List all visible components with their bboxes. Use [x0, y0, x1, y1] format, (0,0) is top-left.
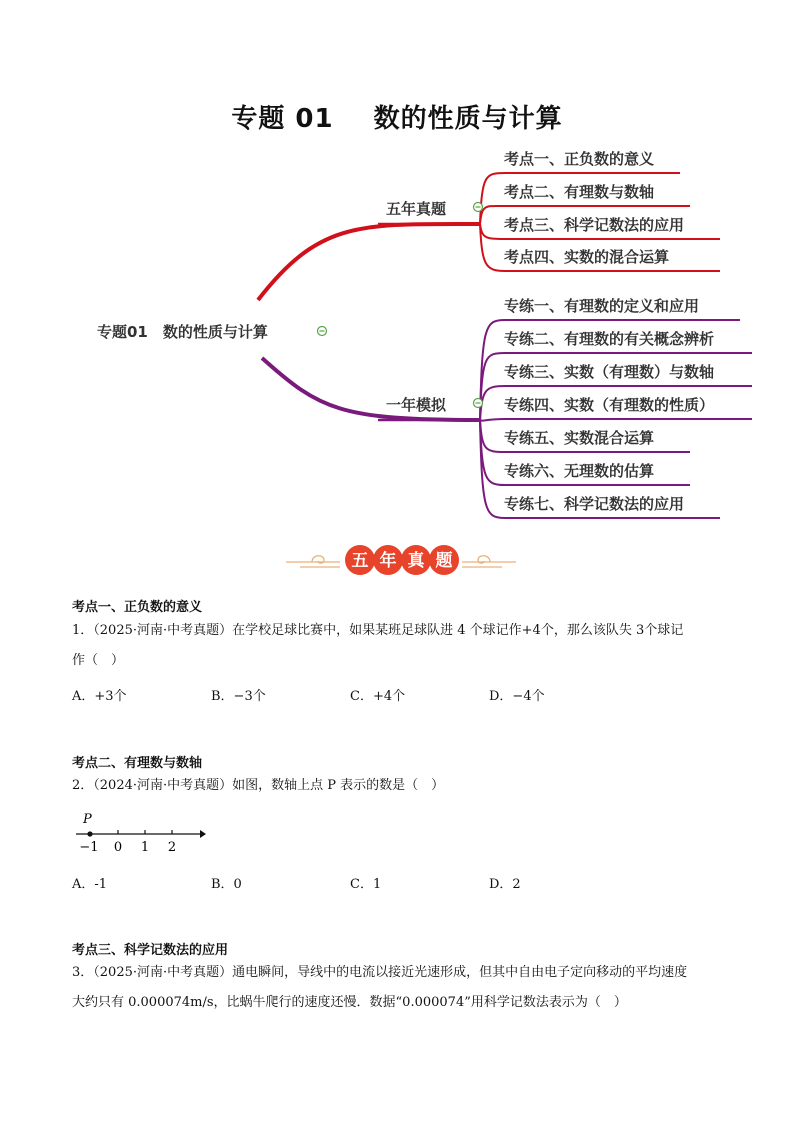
question-heading-2: 考点二、有理数与数轴	[72, 756, 203, 771]
number-line-point-p	[87, 831, 92, 836]
number-line-point-label: P	[83, 812, 92, 827]
question-3	[72, 958, 772, 1018]
option-b[interactable]: B．0	[211, 877, 242, 892]
question-2-options	[72, 873, 628, 892]
question-1-line-1: 1．（2025·河南·中考真题）在学校足球比赛中，如果某班足球队进 4 个球记作+4个，那么该队失 3个球记	[72, 623, 684, 638]
mind-leaf-6: 专练二、有理数的有关概念辨析	[504, 330, 715, 348]
mind-leaf-7: 专练三、实数（有理数）与数轴	[504, 363, 715, 381]
banner-char-1: 五	[351, 551, 369, 571]
mind-leaf-8: 专练四、实数（有理数的性质）	[504, 396, 715, 414]
question-3-line-1: 3．（2025·河南·中考真题）通电瞬间，导线中的电流以接近光速形成，但其中自由电子定向移动的平均速度	[72, 965, 688, 980]
question-1	[72, 616, 752, 676]
mind-map	[0, 140, 794, 525]
title-part2: 数的性质与计算	[373, 104, 563, 134]
minus-circle-icon[interactable]	[474, 399, 483, 408]
question-3-line-2: 大约只有 0.000074m/s，比蜗牛爬行的速度还慢．数据“0.000074”用科学记数法表示为（ ）	[72, 995, 627, 1010]
leaf-line-8	[480, 419, 752, 421]
minus-circle-icon[interactable]	[318, 327, 327, 336]
mind-leaf-9: 专练五、实数混合运算	[504, 429, 655, 447]
banner-decoration-right	[462, 556, 516, 567]
branch-label-wunian: 五年真题	[386, 200, 447, 218]
page-title	[0, 98, 794, 135]
option-b[interactable]: B．−3个	[211, 689, 266, 704]
option-c[interactable]: C．+4个	[350, 689, 406, 704]
minus-circle-icon[interactable]	[474, 203, 483, 212]
number-line-label-1: 1	[140, 840, 150, 855]
question-heading-3: 考点三、科学记数法的应用	[72, 943, 229, 958]
mind-leaf-1: 考点一、正负数的意义	[504, 150, 655, 168]
option-c[interactable]: C．1	[350, 877, 382, 892]
banner-char-3: 真	[407, 551, 425, 571]
mind-leaf-4: 考点四、实数的混合运算	[504, 248, 670, 266]
banner-char-2: 年	[379, 551, 397, 571]
number-line-label-neg1: −1	[79, 840, 99, 855]
number-line	[72, 808, 212, 856]
title-part1: 专题 01	[231, 104, 334, 134]
mind-leaf-10: 专练六、无理数的估算	[504, 462, 655, 480]
option-a[interactable]: A．-1	[72, 877, 108, 892]
branch-curve-yinian	[262, 358, 480, 420]
mind-leaf-2: 考点二、有理数与数轴	[504, 183, 655, 201]
branch-label-yinian: 一年模拟	[386, 396, 447, 414]
question-1-options	[72, 685, 628, 704]
number-line-label-0: 0	[113, 840, 123, 855]
banner-char-4: 题	[435, 551, 453, 571]
section-banner	[0, 538, 794, 582]
mind-root-label: 专题01 数的性质与计算	[97, 323, 268, 341]
banner-badges	[345, 545, 459, 575]
question-2	[72, 771, 752, 801]
question-1-line-2: 作（ ）	[72, 653, 125, 668]
mind-leaf-11: 专练七、科学记数法的应用	[504, 495, 685, 513]
option-d[interactable]: D．2	[489, 877, 521, 892]
branch-curve-wunian	[258, 224, 480, 300]
question-heading-1: 考点一、正负数的意义	[72, 600, 203, 615]
option-d[interactable]: D．−4个	[489, 689, 545, 704]
option-a[interactable]: A．+3个	[72, 689, 127, 704]
number-line-label-2: 2	[167, 840, 177, 855]
mind-leaf-3: 考点三、科学记数法的应用	[504, 216, 685, 234]
question-2-line-1: 2．（2024·河南·中考真题）如图，数轴上点 P 表示的数是（ ）	[72, 778, 445, 793]
number-line-arrow-icon	[200, 830, 206, 838]
mind-leaf-5: 专练一、有理数的定义和应用	[504, 297, 700, 315]
banner-decoration-left	[286, 556, 340, 567]
